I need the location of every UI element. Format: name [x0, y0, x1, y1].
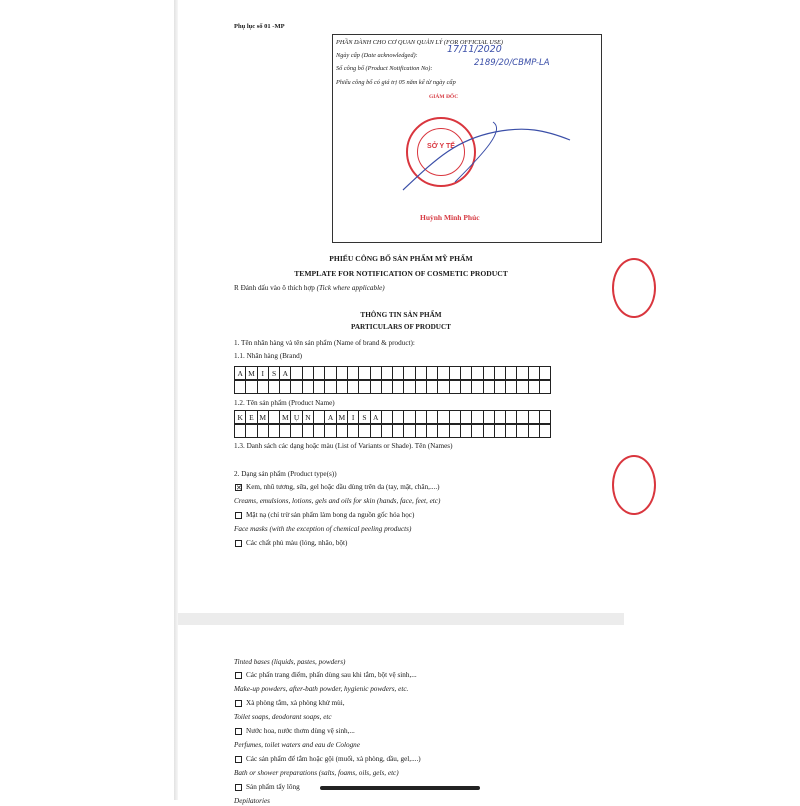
product-type-label-en: Creams, emulsions, lotions, gels and oils for skin (hands, face, feet, etc): [234, 497, 441, 505]
product-type-checkbox[interactable]: ✕: [236, 484, 242, 492]
product-type-label-en: Face masks (with the exception of chemical peeling products): [234, 525, 412, 533]
product-type-checkbox[interactable]: [235, 700, 242, 707]
product-type-label-en: Bath or shower preparations (salts, foams, oils, gels, etc): [234, 769, 399, 777]
item-1-3: 1.3. Danh sách các dạng hoặc màu (List of Variants or Shade). Tên (Names): [234, 442, 453, 450]
product-type-label: Mặt nạ (chỉ trừ sản phẩm làm bong da nguồn gốc hóa học): [246, 511, 415, 519]
product-type-label-en: Make-up powders, after-bath powder, hygienic powders, etc.: [234, 685, 409, 693]
product-type-checkbox[interactable]: [235, 512, 242, 519]
official-use-header: PHẦN DÀNH CHO CƠ QUAN QUẢN LÝ (FOR OFFICIAL USE): [336, 39, 503, 46]
grid-cell: A: [324, 410, 336, 424]
product-grid-row-2: [235, 424, 551, 438]
product-type-checkbox[interactable]: [235, 672, 242, 679]
grid-cell: E: [245, 410, 257, 424]
grid-cell: K: [234, 410, 246, 424]
number-label: Số công bố (Product Notification No):: [336, 65, 433, 72]
product-type-label-en: Toilet soaps, deodorant soaps, etc: [234, 713, 332, 721]
section-title-en: PARTICULARS OF PRODUCT: [351, 323, 451, 331]
item-2: 2. Dạng sản phẩm (Product type(s)): [234, 470, 337, 478]
signer-name: Huỳnh Minh Phúc: [420, 213, 480, 222]
item-1-2: 1.2. Tên sản phẩm (Product Name): [234, 399, 335, 407]
edge-stamp-fragment-1: [612, 258, 656, 318]
brand-grid: [235, 366, 551, 380]
appendix-label: Phụ lục số 01 -MP: [234, 23, 285, 30]
grid-cell: Ụ: [290, 410, 302, 424]
grid-cell: I: [347, 410, 359, 424]
product-type-checkbox[interactable]: [235, 784, 242, 791]
product-type-checkbox[interactable]: [235, 756, 242, 763]
page2-top-en: Tinted bases (liquids, pastes, powders): [234, 658, 346, 666]
item-1-1: 1.1. Nhãn hàng (Brand): [234, 352, 303, 360]
grid-cell: [539, 424, 551, 438]
grid-cell: A: [234, 366, 246, 380]
product-type-label: Các sản phẩm để tắm hoặc gội (muối, xà phòng, dầu, gel,....): [246, 755, 421, 763]
grid-cell: [539, 380, 551, 394]
grid-cell: S: [268, 366, 280, 380]
number-value: 2189/20/CBMP-LA: [474, 58, 550, 68]
grid-cell: [539, 410, 551, 424]
grid-cell: M: [257, 410, 269, 424]
product-type-label: Xà phòng tắm, xà phòng khử mùi,: [246, 699, 345, 707]
item-1: 1. Tên nhãn hàng và tên sản phẩm (Name of brand & product):: [234, 339, 415, 347]
product-grid: [235, 410, 551, 424]
validity-label: Phiếu công bố có giá trị 05 năm kể từ ngày cấp: [336, 79, 456, 86]
product-type-label: Nước hoa, nước thơm dùng vệ sinh,...: [246, 727, 355, 735]
product-type-checkbox[interactable]: [235, 540, 242, 547]
director-title: GIÁM ĐỐC: [429, 94, 459, 100]
product-type-checkbox[interactable]: [235, 728, 242, 735]
grid-cell: N: [302, 410, 314, 424]
grid-cell: M: [336, 410, 348, 424]
product-type-label: Kem, nhũ tương, sữa, gel hoặc dầu dùng trên da (tay, mặt, chân,....): [246, 483, 440, 491]
grid-cell: A: [370, 410, 382, 424]
product-type-label: Các phấn trang điểm, phấn dùng sau khi tắm, bột vệ sinh,...: [246, 671, 417, 679]
product-type-label: Các chất phủ màu (lỏng, nhão, bột): [246, 539, 348, 547]
date-value: 17/11/2020: [447, 44, 502, 55]
grid-cell: A: [279, 366, 291, 380]
grid-cell: [539, 366, 551, 380]
section-title-vn: THÔNG TIN SẢN PHẨM: [360, 311, 442, 319]
title-vn: PHIẾU CÔNG BỐ SẢN PHẨM MỸ PHẨM: [329, 254, 473, 263]
product-type-label-en: Perfumes, toilet waters and eau de Cologne: [234, 741, 360, 749]
date-label: Ngày cấp (Date acknowledged):: [336, 52, 418, 59]
scrollbar[interactable]: [320, 786, 480, 790]
edge-stamp-fragment-2: [612, 455, 656, 515]
grid-cell: S: [358, 410, 370, 424]
product-type-label: Sản phẩm tẩy lông: [246, 783, 300, 791]
brand-grid-row-2: [235, 380, 551, 394]
grid-cell: I: [257, 366, 269, 380]
tick-note: R Đánh dấu vào ô thích hợp (Tick where applicable): [234, 284, 385, 292]
grid-cell: M: [279, 410, 291, 424]
page-gap: [178, 613, 624, 625]
stamp-text: SỞ Y TẾ: [427, 143, 455, 150]
title-en: TEMPLATE FOR NOTIFICATION OF COSMETIC PRODUCT: [294, 269, 508, 278]
grid-cell: M: [245, 366, 257, 380]
product-type-label-en: Depilatories: [234, 797, 270, 805]
signature-icon: [395, 100, 585, 200]
